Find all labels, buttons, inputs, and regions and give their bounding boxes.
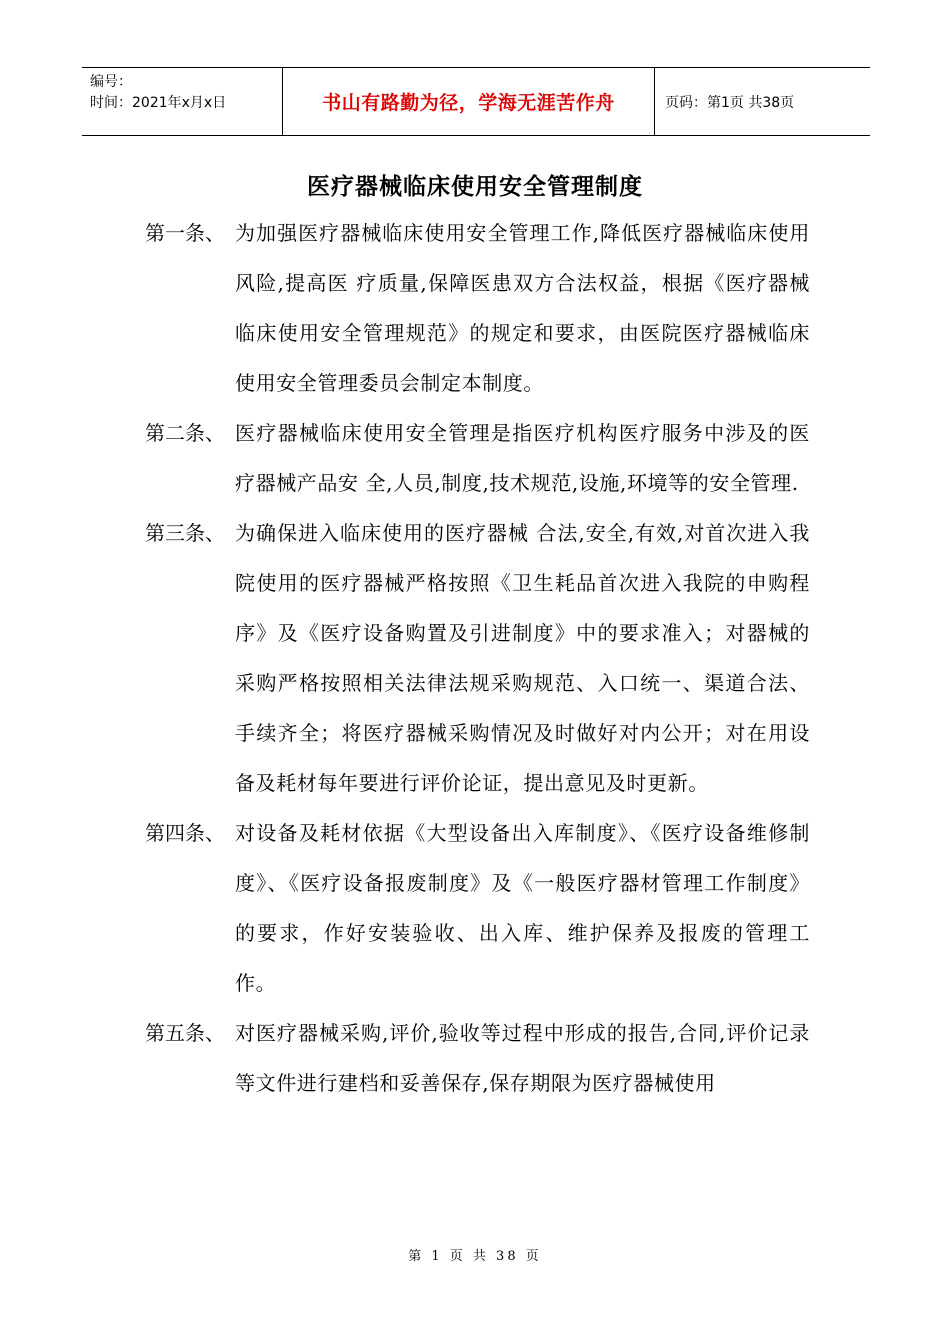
header-page-info: 页码：第1页 共38页 [665, 94, 795, 111]
document-header [82, 67, 870, 136]
header-date-label: 时间：2021年x月x日 [90, 95, 227, 111]
document-title: 医疗器械临床使用安全管理制度 [307, 174, 643, 200]
page-footer: 第 1 页 共 38 页 [408, 1249, 542, 1264]
header-number-label: 编号： [90, 74, 132, 90]
article-text: 对设备及耗材依据《大型设备出入库制度》、《医疗设备维修制度》、《医疗设备报废制度》及《一般医疗器材管理工作制度》的要求，作好安装验收、出入库、维护保养及报废的管理工作。 [235, 821, 810, 995]
article-text: 为加强医疗器械临床使用安全管理工作,降低医疗器械临床使用风险,提高医 疗质量,保障医患双方合法权益，根据《医疗器械临床使用安全管理规范》的规定和要求，由医院医疗器械临床使用安全管理委员会制定本制度。 [235, 221, 810, 395]
article-text: 为确保进入临床使用的医疗器械 合法,安全,有效,对首次进入我院使用的医疗器械严格按照《卫生耗品首次进入我院的申购程序》及《医疗设备购置及引进制度》中的要求准入；对器械的采购严格按照相关法律法规采购规范、入口统一、渠道合法、手续齐全；将医疗器械采购情况及时做好对内公开；对在用设备及耗材每年要进行评价论证，提出意见及时更新。 [235, 521, 810, 795]
article-label: 第四条、 [145, 821, 225, 845]
article-label: 第一条、 [145, 221, 225, 245]
article-label: 第三条、 [145, 521, 225, 545]
article-label: 第五条、 [145, 1021, 225, 1045]
header-meta-cell [82, 68, 282, 135]
article-5 [145, 1008, 810, 1108]
article-1 [145, 208, 810, 408]
article-2 [145, 408, 810, 508]
article-text: 医疗器械临床使用安全管理是指医疗机构医疗服务中涉及的医疗器械产品安 全,人员,制度,技术规范,设施,环境等的安全管理. [235, 421, 810, 495]
article-4 [145, 808, 810, 1008]
article-text: 对医疗器械采购,评价,验收等过程中形成的报告,合同,评价记录等文件进行建档和妥善保存,保存期限为医疗器械使用 [235, 1021, 810, 1095]
article-label: 第二条、 [145, 421, 225, 445]
header-motto: 书山有路勤为径，学海无涯苦作舟 [282, 68, 655, 135]
article-3 [145, 508, 810, 808]
article-list [145, 208, 810, 1108]
